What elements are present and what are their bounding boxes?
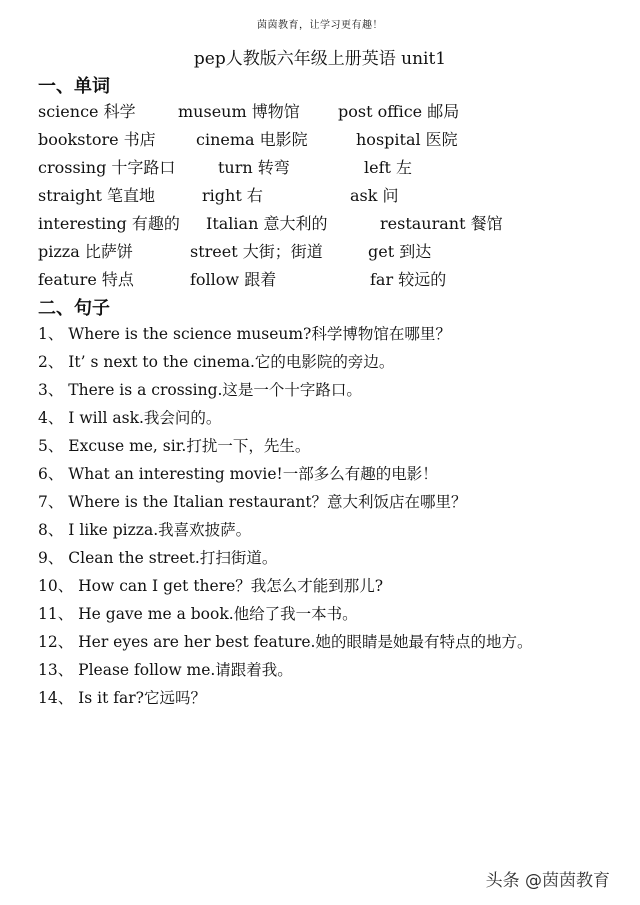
sentence-item: 2、 It’ s next to the cinema.它的电影院的旁边。	[38, 353, 395, 371]
sentence-item: 6、 What an interesting movie!一部多么有趣的电影！	[38, 465, 438, 483]
vocab-row	[38, 183, 618, 207]
sentence-item: 3、 There is a crossing.这是一个十字路口。	[38, 381, 362, 399]
sentence-item: 7、 Where is the Italian restaurant？意大利饭店在哪里？	[38, 493, 467, 511]
vocab-item: Italian 意大利的	[206, 214, 328, 233]
vocab-row	[38, 99, 618, 123]
sentence-item: 4、 I will ask.我会问的。	[38, 409, 222, 427]
vocab-item: straight 笔直地	[38, 186, 156, 205]
sentence-item: 11、 He gave me a book.他给了我一本书。	[38, 605, 358, 623]
vocab-item: science 科学	[38, 102, 136, 121]
section-heading-vocabulary: 一、单词	[38, 76, 110, 97]
vocab-item: interesting 有趣的	[38, 214, 180, 233]
page-title: pep人教版六年级上册英语 unit1	[193, 49, 447, 69]
vocab-row	[38, 211, 618, 235]
vocab-item: turn 转弯	[218, 158, 290, 177]
vocab-item: pizza 比萨饼	[38, 242, 133, 261]
vocab-row	[38, 239, 618, 263]
sentence-item: 14、 Is it far?它远吗？	[38, 689, 206, 707]
sentence-item: 8、 I like pizza.我喜欢披萨。	[38, 521, 252, 539]
sentence-list	[38, 322, 618, 714]
vocab-row	[38, 127, 618, 151]
sentence-item: 5、 Excuse me, sir.打扰一下，先生。	[38, 437, 311, 455]
sentence-item: 13、 Please follow me.请跟着我。	[38, 661, 293, 679]
vocab-item: ask 问	[350, 186, 399, 205]
vocab-item: right 右	[202, 186, 263, 205]
vocab-item: get 到达	[368, 242, 432, 261]
vocab-item: post office 邮局	[338, 102, 460, 121]
sentence-item: 10、 How can I get there？我怎么才能到那儿?	[38, 577, 384, 595]
vocab-row	[38, 267, 618, 291]
vocab-item: crossing 十字路口	[38, 158, 176, 177]
vocab-item: restaurant 餐馆	[380, 214, 503, 233]
vocab-item: follow 跟着	[190, 270, 277, 289]
watermark: 头条 @茵茵教育	[485, 871, 610, 891]
sentence-item: 1、 Where is the science museum?科学博物馆在哪里？	[38, 325, 451, 343]
header-note: 茵茵教育，让学习更有趣！	[257, 20, 383, 31]
vocab-item: hospital 医院	[356, 130, 458, 149]
vocab-item: cinema 电影院	[196, 130, 308, 149]
vocab-item: left 左	[364, 158, 413, 177]
vocab-item: street 大街；街道	[190, 242, 323, 261]
section-heading-sentences: 二、句子	[38, 298, 110, 319]
vocab-item: museum 博物馆	[178, 102, 300, 121]
vocab-item: feature 特点	[38, 270, 134, 289]
sentence-item: 9、 Clean the street.打扫街道。	[38, 549, 278, 567]
vocab-item: bookstore 书店	[38, 130, 156, 149]
sentence-item: 12、 Her eyes are her best feature.她的眼睛是她最有特点的地方。	[38, 633, 533, 651]
vocab-row	[38, 155, 618, 179]
vocab-item: far 较远的	[370, 270, 447, 289]
